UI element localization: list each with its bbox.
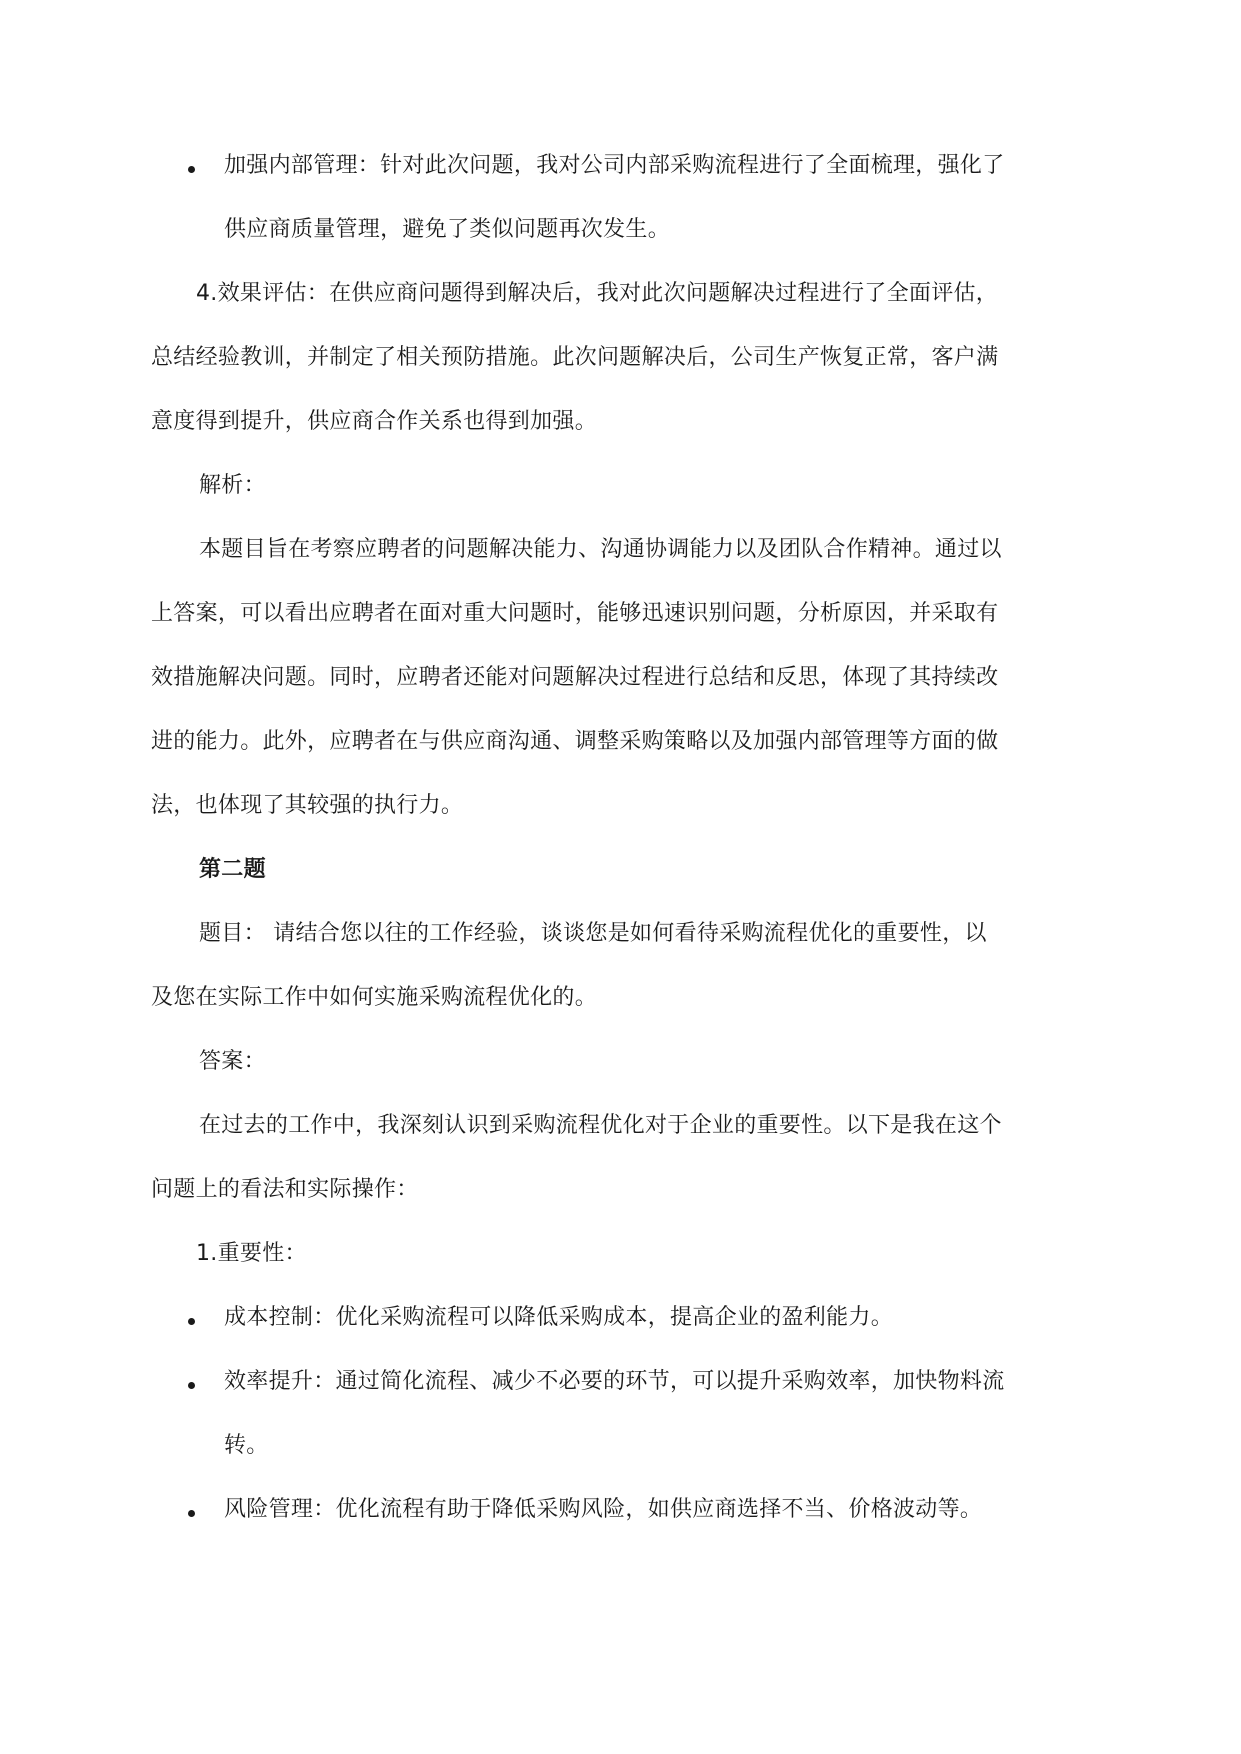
bullet-internal-management-line-1: 加强内部管理：针对此次问题，我对公司内部采购流程进行了全面梳理，强化了 [224,153,1005,178]
bullet-efficiency-line-1: 效率提升：通过简化流程、减少不必要的环节，可以提升采购效率，加快物料流 [224,1369,1005,1394]
section-heading: 第二题 [199,857,266,882]
question-line-2: 及您在实际工作中如何实施采购流程优化的。 [151,985,598,1010]
item-4-line-1: 4.效果评估：在供应商问题得到解决后，我对此次问题解决过程进行了全面评估， [196,281,999,306]
bullet-icon [188,166,195,173]
answer-line-1: 在过去的工作中，我深刻认识到采购流程优化对于企业的重要性。以下是我在这个 [199,1113,1002,1138]
bullet-risk-management: 风险管理：优化流程有助于降低采购风险，如供应商选择不当、价格波动等。 [224,1497,983,1522]
bullet-icon [188,1382,195,1389]
analysis-label: 解析： [199,473,266,498]
item-4-line-2: 总结经验教训，并制定了相关预防措施。此次问题解决后，公司生产恢复正常，客户满 [151,345,999,370]
item-4-line-3: 意度得到提升，供应商合作关系也得到加强。 [151,409,598,434]
bullet-icon [188,1510,195,1517]
analysis-line-5: 法，也体现了其较强的执行力。 [151,793,464,818]
answer-line-2: 问题上的看法和实际操作： [151,1177,419,1202]
bullet-cost-control: 成本控制：优化采购流程可以降低采购成本，提高企业的盈利能力。 [224,1305,894,1330]
answer-label: 答案： [199,1049,266,1074]
question-line-1: 题目： 请结合您以往的工作经验，谈谈您是如何看待采购流程优化的重要性，以 [199,921,987,946]
bullet-icon [188,1318,195,1325]
analysis-line-3: 效措施解决问题。同时，应聘者还能对问题解决过程进行总结和反思，体现了其持续改 [151,665,999,690]
item-1-heading: 1.重要性： [196,1241,307,1266]
analysis-line-2: 上答案，可以看出应聘者在面对重大问题时，能够迅速识别问题，分析原因，并采取有 [151,601,999,626]
analysis-line-1: 本题目旨在考察应聘者的问题解决能力、沟通协调能力以及团队合作精神。通过以 [199,537,1002,562]
analysis-line-4: 进的能力。此外，应聘者在与供应商沟通、调整采购策略以及加强内部管理等方面的做 [151,729,999,754]
bullet-efficiency-line-2: 转。 [224,1433,269,1458]
bullet-internal-management-line-2: 供应商质量管理，避免了类似问题再次发生。 [224,217,671,242]
